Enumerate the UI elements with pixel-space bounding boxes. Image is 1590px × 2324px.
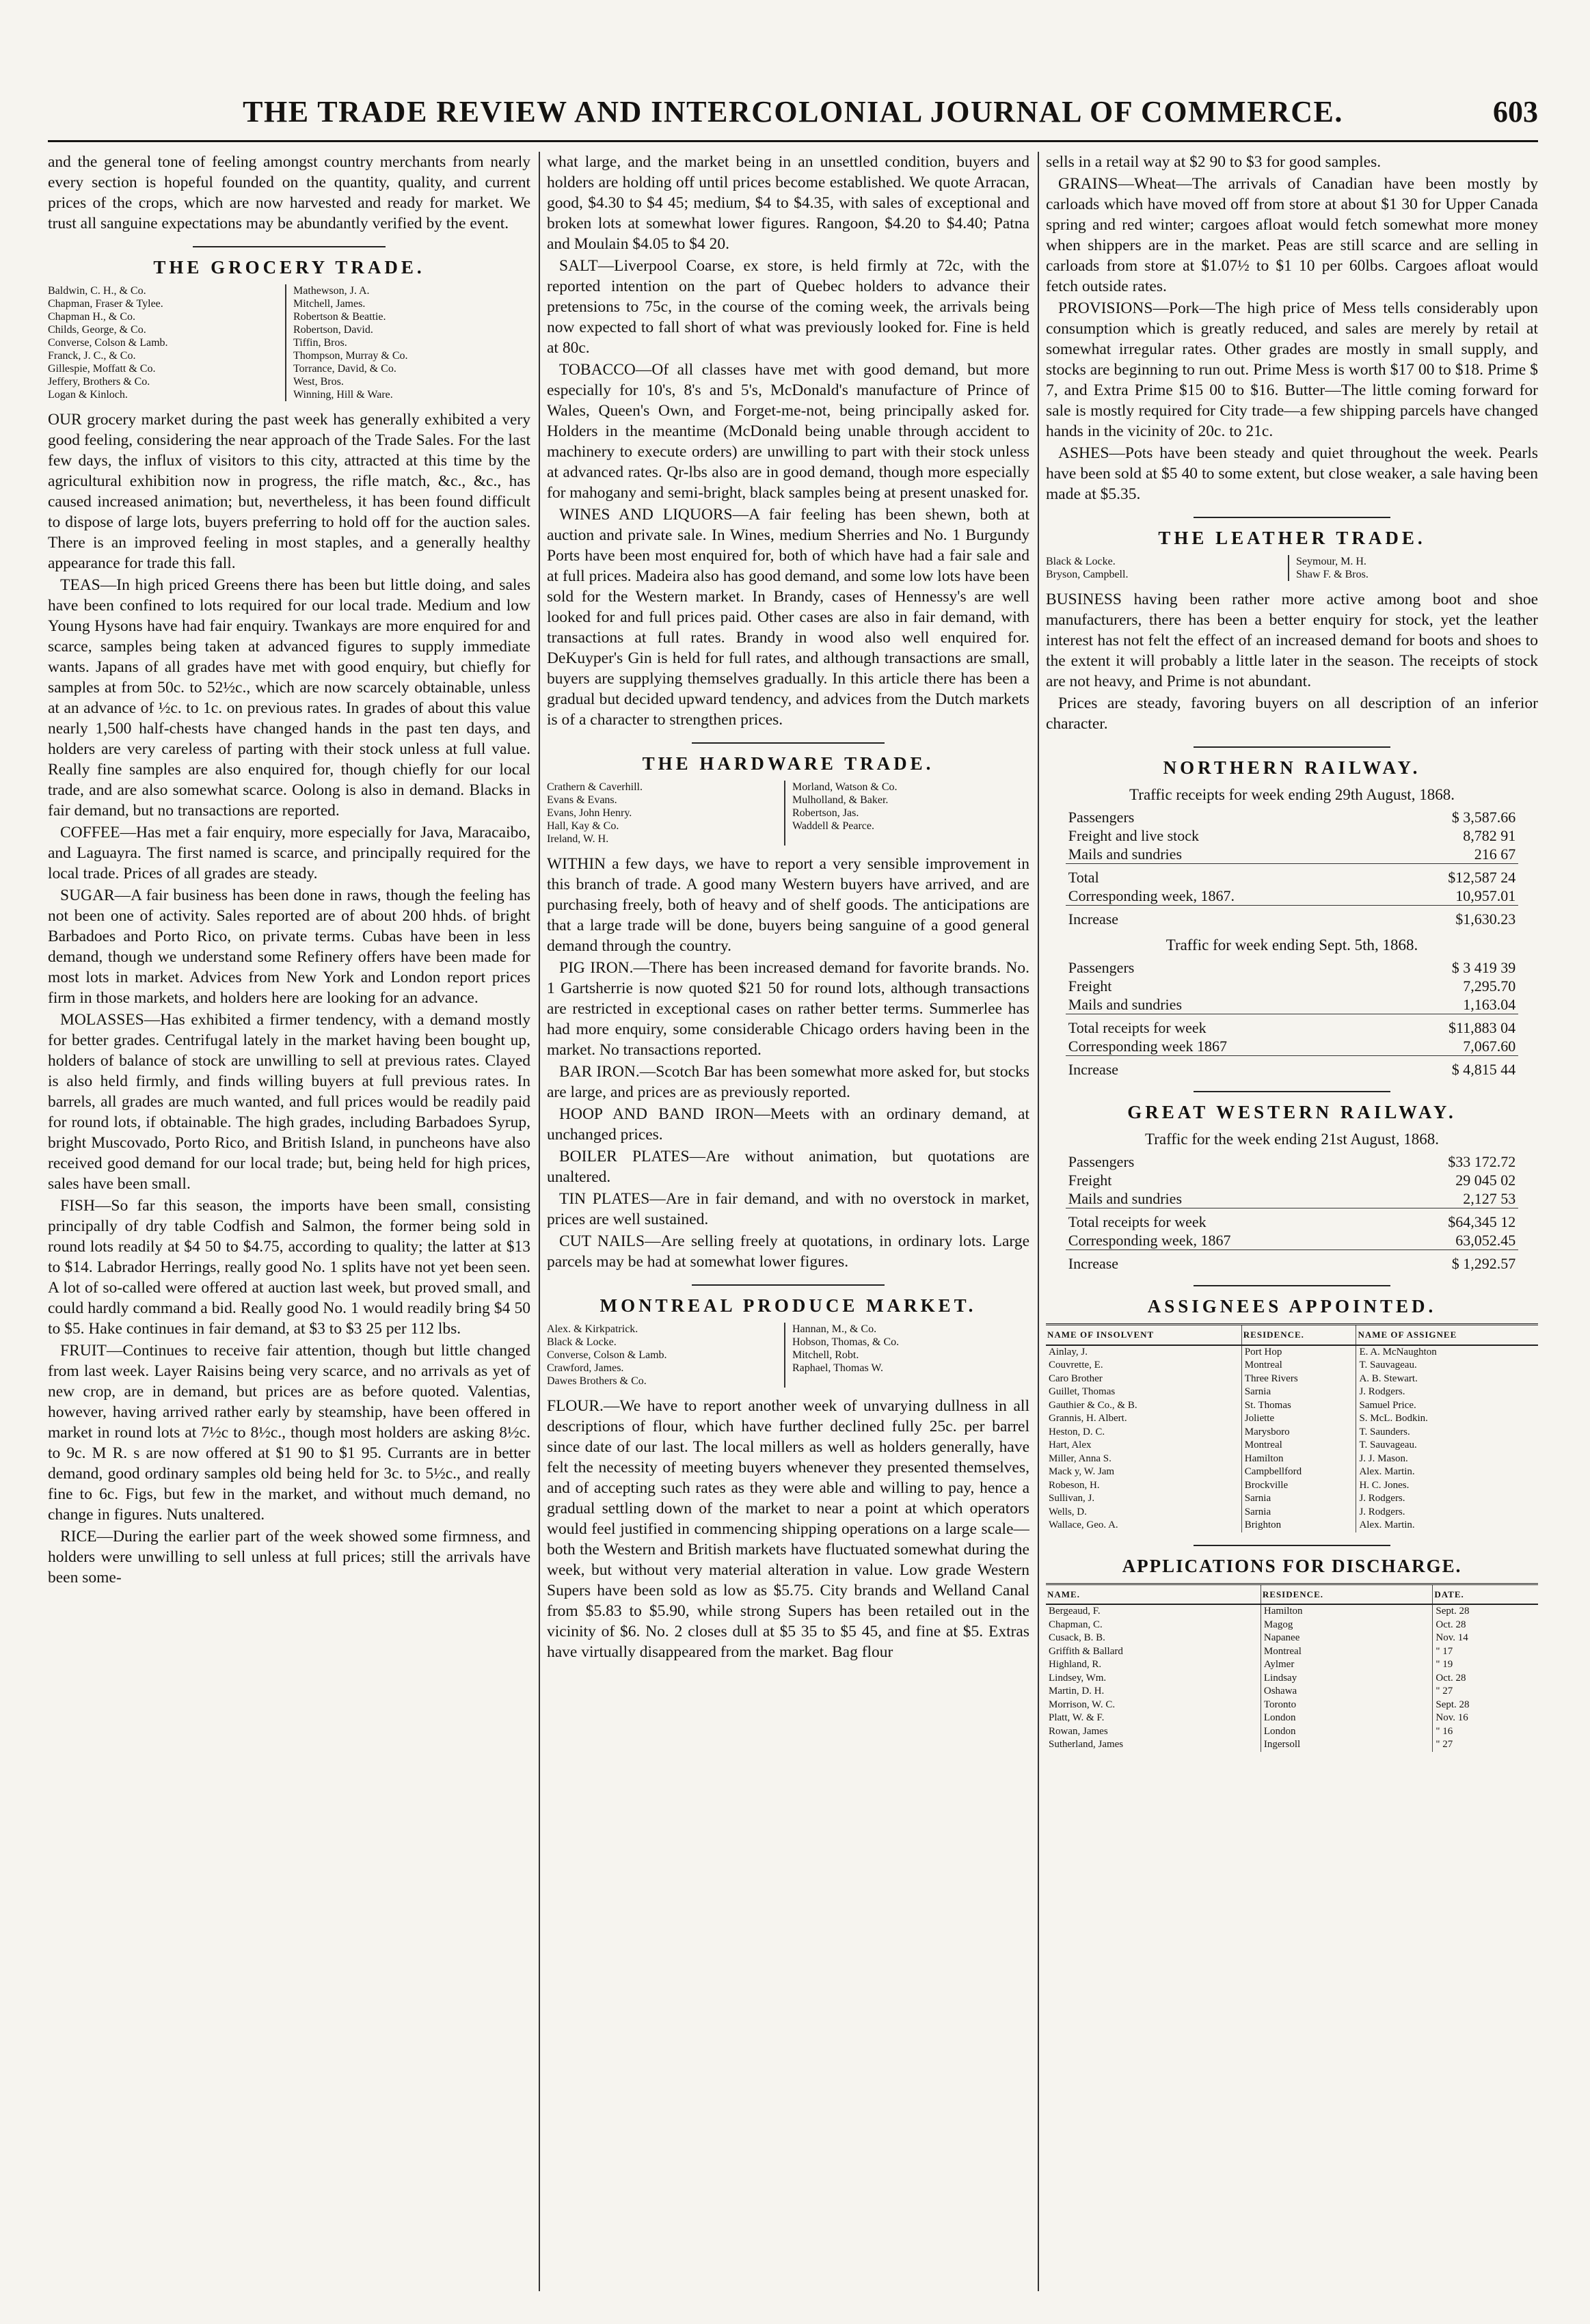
table-cell: " 27 — [1436, 1686, 1453, 1697]
firm-name: Franck, J. C., & Co. — [48, 350, 136, 362]
section-divider — [1194, 1285, 1390, 1286]
table-row: Freight 29 045 02 — [1068, 1172, 1516, 1189]
table-cell: Highland, R. — [1046, 1658, 1261, 1672]
page-number: 603 — [1493, 95, 1538, 129]
section-divider — [1194, 1091, 1390, 1092]
table-cell: Hamilton — [1261, 1604, 1432, 1619]
intro-paragraph: and the general tone of feeling amongst country merchants from nearly every section is hopeful founded on the quantity, quality, and current prices of the crops, which are now harvested and ready for market. We trust all sanguine expectations may be abundantly verified by the event. — [48, 153, 530, 232]
produce-firms — [547, 1323, 1029, 1388]
hardware-firms-left — [547, 781, 784, 846]
table-cell: Aylmer — [1261, 1658, 1432, 1672]
table-cell: London — [1261, 1725, 1432, 1739]
leather-prices: Prices are steady, favoring buyers on all description of an inferior character. — [1046, 694, 1538, 733]
column-header: NAME OF INSOLVENT — [1046, 1325, 1241, 1345]
table-cell: " 19 — [1436, 1659, 1453, 1670]
table-cell: London — [1261, 1712, 1432, 1725]
grocery-sugar: SUGAR—A fair business has been done in raws, though the feeling has not been one of activity. Sales reported are of about 200 hhds. of bright Barbadoes and Porto Rico, on private terms. Cubas have been in less demand, though we understand some Refinery offers have been made for most lots in market. Advices from New York and London report prices firm in those markets, and holders here are looking for an advance. — [48, 887, 530, 1007]
firm-name: Alex. & Kirkpatrick. — [547, 1323, 638, 1335]
table-cell: J. Rodgers. — [1359, 1386, 1405, 1397]
firm-name: Childs, George, & Co. — [48, 324, 146, 336]
table-cell: Cusack, B. B. — [1046, 1632, 1261, 1645]
table-row — [1046, 1492, 1538, 1506]
table-cell: S. McL. Bodkin. — [1359, 1413, 1428, 1424]
great-western-title: Traffic for the week ending 21st August, 1868. — [1145, 1131, 1439, 1148]
hardware-hoop-iron: HOOP AND BAND IRON—Meets with an ordinary demand, at unchanged prices. — [547, 1105, 1029, 1144]
grains-paragraph: GRAINS—Wheat—The arrivals of Canadian have been mostly by carloads which have moved off from store at about $1 30 for Upper Canada spring and red winter; cargoes afloat would fetch somewhat more money when shippers are in the market. Peas are still scarce and are selling in carloads from store at $1.07½ to $1 10 per 60lbs. Cargoes afloat would fetch outside rates. — [1046, 175, 1538, 295]
total-row: Total $12,587 24 — [1066, 864, 1518, 887]
firm-name: Bryson, Campbell. — [1046, 569, 1129, 580]
table-row — [1046, 1645, 1538, 1659]
firm-name: Crathern & Caverhill. — [547, 781, 643, 793]
firm-name: Evans & Evans. — [547, 794, 617, 806]
increase-row: Increase $1,630.23 — [1066, 906, 1518, 929]
firm-name: West, Bros. — [293, 376, 344, 388]
leather-firms — [1046, 555, 1538, 581]
table-cell: Couvrette, E. — [1046, 1359, 1241, 1373]
table-row — [1046, 1632, 1538, 1645]
table-cell: St. Thomas — [1241, 1399, 1356, 1413]
leather-firms-left — [1046, 555, 1288, 581]
table-row: Passengers $ 3 419 39 — [1068, 959, 1516, 976]
table-cell: " 16 — [1436, 1725, 1453, 1737]
grocery-teas: TEAS—In high priced Greens there has been but little doing, and sales have been confined to lots required for our local trade. Medium and low Young Hysons have had fair enquiry. Twankays are more enquired for and scarce, samples being taken at advanced figures to supply immediate wants. Japans of all grades have met with good enquiry, but chiefly for samples at from 50c. to 52½c., which are now scarcely obtainable, unless at an advance of ½c. to 1c. on previous rates. In grades of about this value nearly 1,500 half-chests have changed hands in the past ten days, and holders are very careless of parting with their stock unless at full value. Really fine samples are also enquired for, though chiefly for our local trade, and are also somewhat scarce. Oolong is also in demand. Blacks in fair demand, but no transactions are reported. — [48, 576, 530, 820]
table-cell: J. J. Mason. — [1359, 1452, 1408, 1464]
corresponding-row: Corresponding week 1867 7,067.60 — [1068, 1038, 1516, 1055]
table-cell: E. A. McNaughton — [1359, 1346, 1437, 1357]
section-divider — [1194, 517, 1390, 518]
table-row — [1046, 1452, 1538, 1466]
table-row — [1046, 1738, 1538, 1752]
page-header — [48, 81, 1538, 142]
table-cell: T. Sauvageau. — [1359, 1440, 1417, 1450]
grocery-fruit: FRUIT—Continues to receive fair attention, though but little changed from last week. Layer Raisins being very scarce, and no arrivals as yet of new crop, are in demand, but prices are as before quoted. Valentias, however, having arrived rather early by steamship, have been offered in market in round lots at 7½c to 8½c., though most holders are asking 8½c. to 9c. M R. s are now offered at $1 90 to $1 95. Currants are in better demand, good ordinary samples old being held for 3c. to 5½c., and really fine to 6c. Figs, but few in the market, and without much demand, no change in figures. Nuts unaltered. — [48, 1342, 530, 1524]
hardware-pig-iron: PIG IRON.—There has been increased demand for favorite brands. No. 1 Gartsherrie is now quoted $21 50 for round lots, although transactions are restricted in exceptional cases on rather better terms. Summerlee has had more enquiry, some considerable Chicago orders having been in the market. No transactions reported. — [547, 959, 1029, 1059]
table-row — [1046, 1412, 1538, 1426]
table-row — [1046, 1345, 1538, 1360]
table-cell: Caro Brother — [1046, 1373, 1241, 1386]
grocery-coffee: COFFEE—Has met a fair enquiry, more especially for Java, Maracaibo, and Laguayra. The first named is scarce, and principally required for the local trade. Prices of all grades are steady. — [48, 824, 530, 882]
produce-firms-right — [784, 1323, 1029, 1388]
great-western-heading: GREAT WESTERN RAILWAY. — [1127, 1102, 1457, 1122]
grocery-fish: FISH—So far this season, the imports have been small, consisting principally of dry table Codfish and Salmon, the former being sold in round lots readily at $4 50 to $4.75, according to quality; the latter at $13 to $14. Labrador Herrings, really good No. 1 splits have not yet been seen. A lot of so-called were offered at auction last week, but proved small, and could hardly command a bid. Really good No. 1 would readily bring $4 50 to $5. Hake continues in fair demand, at $3 to $3 25 per 112 lbs. — [48, 1197, 530, 1338]
table-cell: Martin, D. H. — [1046, 1685, 1261, 1699]
firm-name: Raphael, Thomas W. — [792, 1362, 884, 1374]
hardware-boiler-plates: BOILER PLATES—Are without animation, but quotations are unaltered. — [547, 1148, 1029, 1186]
table-row: Mails and sundries 216 67 — [1068, 846, 1516, 863]
firm-name: Converse, Colson & Lamb. — [48, 337, 168, 349]
ashes-paragraph: ASHES—Pots have been steady and quiet throughout the week. Pearls have been sold at $5 40 to some extent, but close weaker, a sale having been made at $5.35. — [1046, 444, 1538, 503]
great-western-table — [1066, 1152, 1518, 1273]
table-cell: Wells, D. — [1046, 1506, 1241, 1519]
firm-name: Waddell & Pearce. — [792, 820, 874, 832]
table-row: Passengers $ 3,587.66 — [1068, 809, 1516, 826]
table-cell: T. Sauvageau. — [1359, 1360, 1417, 1370]
table-cell: Robeson, H. — [1046, 1479, 1241, 1493]
grocery-firms — [48, 284, 530, 401]
table-cell: Marysboro — [1241, 1426, 1356, 1440]
section-divider — [193, 246, 386, 247]
hardware-heading: THE HARDWARE TRADE. — [642, 753, 934, 774]
table-cell: Lindsay — [1261, 1672, 1432, 1686]
produce-firms-left — [547, 1323, 784, 1388]
table-cell: Grannis, H. Albert. — [1046, 1412, 1241, 1426]
table-cell: Napanee — [1261, 1632, 1432, 1645]
table-cell: Gauthier & Co., & B. — [1046, 1399, 1241, 1413]
firm-name: Hobson, Thomas, & Co. — [792, 1336, 900, 1348]
table-cell: Joliette — [1241, 1412, 1356, 1426]
table-cell: Alex. Martin. — [1359, 1466, 1415, 1477]
northern-week1-title: Traffic receipts for week ending 29th August, 1868. — [1129, 786, 1455, 803]
table-cell: Brighton — [1241, 1519, 1356, 1532]
table-cell: Sarnia — [1241, 1386, 1356, 1399]
total-row: Total receipts for week $11,883 04 — [1066, 1014, 1518, 1038]
table-cell: H. C. Jones. — [1359, 1479, 1410, 1491]
firm-name: Thompson, Murray & Co. — [293, 350, 408, 362]
table-cell: Nov. 16 — [1436, 1712, 1468, 1723]
firm-name: Hall, Kay & Co. — [547, 820, 619, 832]
table-cell: Sarnia — [1241, 1492, 1356, 1506]
table-cell: T. Saunders. — [1359, 1426, 1410, 1437]
firm-name: Jeffery, Brothers & Co. — [48, 376, 150, 388]
grocery-heading: THE GROCERY TRADE. — [153, 257, 425, 278]
firm-name: Black & Locke. — [1046, 556, 1116, 567]
firm-name: Seymour, M. H. — [1296, 556, 1366, 567]
table-cell: Samuel Price. — [1359, 1399, 1416, 1411]
table-row — [1046, 1359, 1538, 1373]
firm-name: Crawford, James. — [547, 1362, 624, 1374]
hardware-bar-iron: BAR IRON.—Scotch Bar has been somewhat more asked for, but stocks are large, and prices are as previously reported. — [547, 1063, 1029, 1101]
table-row — [1046, 1658, 1538, 1672]
table-row — [1046, 1519, 1538, 1532]
table-row — [1046, 1426, 1538, 1440]
table-header-row — [1046, 1325, 1538, 1345]
table-row — [1046, 1386, 1538, 1399]
hardware-lead: WITHIN a few days, we have to report a very sensible improvement in this branch of trade. A good many Western buyers have arrived, and are purchasing freely, both of heavy and of shelf goods. The anticipations are that a large trade will be done, buyers being sanguine of a good general demand through the country. — [547, 855, 1029, 955]
firm-name: Shaw F. & Bros. — [1296, 569, 1369, 580]
column-header: RESIDENCE. — [1261, 1584, 1432, 1604]
table-row — [1046, 1506, 1538, 1519]
corresponding-row: Corresponding week, 1867 63,052.45 — [1068, 1232, 1516, 1249]
column-header: DATE. — [1433, 1584, 1538, 1604]
total-row: Total receipts for week $64,345 12 — [1066, 1208, 1518, 1232]
table-cell: Alex. Martin. — [1359, 1519, 1415, 1530]
table-row — [1046, 1373, 1538, 1386]
table-cell: Mack y, W. Jam — [1046, 1465, 1241, 1479]
table-cell: Sept. 28 — [1436, 1606, 1470, 1617]
table-row — [1046, 1685, 1538, 1699]
table-row — [1046, 1604, 1538, 1619]
table-row: Mails and sundries 2,127 53 — [1068, 1190, 1516, 1207]
hardware-tin-plates: TIN PLATES—Are in fair demand, and with no overstock in market, prices are well sustained. — [547, 1190, 1029, 1228]
firm-name: Black & Locke. — [547, 1336, 617, 1348]
table-cell: Platt, W. & F. — [1046, 1712, 1261, 1725]
table-cell: Three Rivers — [1241, 1373, 1356, 1386]
table-row — [1046, 1712, 1538, 1725]
table-cell: Port Hop — [1241, 1345, 1356, 1360]
table-cell: Wallace, Geo. A. — [1046, 1519, 1241, 1532]
firm-name: Mulholland, & Baker. — [792, 794, 889, 806]
table-cell: Oshawa — [1261, 1685, 1432, 1699]
produce-flour: FLOUR.—We have to report another week of unvarying dullness in all descriptions of flour, which have further declined fully 25c. per barrel since date of our last. The local millers as well as holders generally, have felt the necessity of meeting buyers whenever they presented themselves, and of accepting such rates as they were able and willing to pay, hence a gradual settling down of the market to near a point at which operators would feel justified in commencing shipping operations on a large scale—both the Western and British markets have fluctuated somewhat during the week, but without very material alteration in value. Low grade Western Supers have been sold as low as $5.75. City brands and Welland Canal from $5.83 to $5.90, while strong Supers has been retailed out in the vicinity of $6. No. 2 closes dull at $5 35 to $5 45, and fine at $5. Extras have virtually disappeared from the market. Bag flour — [547, 1397, 1029, 1661]
discharge-table — [1046, 1583, 1538, 1752]
hardware-firms-right — [784, 781, 1029, 846]
northern-week1-table — [1066, 808, 1518, 928]
journal-title: THE TRADE REVIEW AND INTERCOLONIAL JOURNAL OF COMMERCE. — [243, 95, 1343, 129]
discharge-heading: APPLICATIONS FOR DISCHARGE. — [1122, 1555, 1462, 1576]
grocery-molasses: MOLASSES—Has exhibited a firmer tendency, with a demand mostly for better grades. Centrifugal lately in the market having been bought up, holders of balance of stock are unwilling to sell at previous rates. Clayed is also held firmly, and finds willing buyers at full previous rates. In barrels, all grades are much wanted, and full prices would be readily paid for round lots, if obtainable. The high grades, including Barbadoes Syrup, bright Muscovado, Porto Rico, and British Island, in puncheons have also received good demand for our local trade; but, being held for high prices, sales have been small. — [48, 1011, 530, 1193]
table-row: Mails and sundries 1,163.04 — [1068, 996, 1516, 1013]
leather-lead: BUSINESS having been rather more active among boot and shoe manufacturers, there has been a better enquiry for stock, yet the leather interest has not felt the effect of an increased demand for boots and shoes to the extent it will probably a little later in the season. The receipts of stock are not heavy, and Prime is not abundant. — [1046, 591, 1538, 690]
table-cell: " 17 — [1436, 1645, 1453, 1657]
table-cell: Chapman, C. — [1046, 1619, 1261, 1632]
wines-paragraph: WINES AND LIQUORS—A fair feeling has been shewn, both at auction and private sale. In Wines, medium Sherries and No. 1 Burgundy Ports have been most enquired for, both of which have had a fair sale and at full prices. Madeira also has good demand, and some low lots have been sold for the Western market. In Brandy, cases of Hennessy's are well looked for and full prices paid. Other cases are also in fair demand, with transactions at full rates. Brandy in wood also well enquired for. DeKuyper's Gin is held for full rates, and although transactions are small, buyers are supplying themselves gradually. In this article there has been a gradual but decided upward tendency, and advices from the Dutch markets is of a character to strengthen prices. — [547, 506, 1029, 729]
corresponding-row: Corresponding week, 1867. 10,957.01 — [1068, 887, 1516, 904]
table-cell: Rowan, James — [1046, 1725, 1261, 1739]
table-cell: Sarnia — [1241, 1506, 1356, 1519]
table-cell: Oct. 28 — [1436, 1619, 1466, 1630]
table-cell: Heston, D. C. — [1046, 1426, 1241, 1440]
leather-firms-right — [1288, 555, 1538, 581]
column-header: NAME OF ASSIGNEE — [1356, 1325, 1538, 1345]
firm-name: Mitchell, James. — [293, 298, 366, 310]
column-rule-2 — [1038, 152, 1039, 2291]
table-row: Freight and live stock 8,782 91 — [1068, 827, 1516, 844]
table-cell: Lindsey, Wm. — [1046, 1672, 1261, 1686]
table-row: Passengers $33 172.72 — [1068, 1153, 1516, 1170]
hardware-cut-nails: CUT NAILS—Are selling freely at quotations, in ordinary lots. Large parcels may be had at somewhat lower figures. — [547, 1232, 1029, 1271]
northern-heading: NORTHERN RAILWAY. — [1163, 757, 1421, 778]
column-1 — [48, 152, 530, 2291]
salt-paragraph: SALT—Liverpool Coarse, ex store, is held firmly at 72c, with the reported intention on the part of Quebec holders to advance their pretensions to 75c, in the course of the coming week, the arrivals being now expected to fall short of what was previously looked for. Fine is held at 80c. — [547, 257, 1029, 357]
table-cell: Brockville — [1241, 1479, 1356, 1493]
table-cell: Guillet, Thomas — [1046, 1386, 1241, 1399]
provisions-paragraph: PROVISIONS—Pork—The high price of Mess tells considerably upon consumption which is greatly reduced, and sales are merely by retail at somewhat irregular rates. Other grades are mostly in small supply, and stocks are beginning to run out. Prime Mess is worth $17 00 to $18. Prime $ 7, and Extra Prime $15 00 to $16. Butter—The little coming forward for sale is mostly required for City trade—a few shipping parcels have changed hands in the vicinity of 20c. to 21c. — [1046, 299, 1538, 440]
bag-flour-continued: sells in a retail way at $2 90 to $3 for good samples. — [1046, 153, 1382, 171]
table-cell: Magog — [1261, 1619, 1432, 1632]
table-header-row — [1046, 1584, 1538, 1604]
table-cell: Hamilton — [1241, 1452, 1356, 1466]
firm-name: Robertson, David. — [293, 324, 373, 336]
firm-name: Mathewson, J. A. — [293, 285, 370, 297]
table-cell: Sullivan, J. — [1046, 1492, 1241, 1506]
section-divider — [1194, 746, 1390, 748]
firm-name: Baldwin, C. H., & Co. — [48, 285, 146, 297]
table-cell: Sept. 28 — [1436, 1699, 1470, 1710]
table-cell: J. Rodgers. — [1359, 1493, 1405, 1504]
hardware-firms — [547, 781, 1029, 846]
table-cell: Hart, Alex — [1046, 1439, 1241, 1452]
table-cell: Griffith & Ballard — [1046, 1645, 1261, 1659]
table-row: Freight 7,295.70 — [1068, 977, 1516, 995]
firm-name: Torrance, David, & Co. — [293, 363, 396, 375]
grocery-rice: RICE—During the earlier part of the week showed some firmness, and holders were unwilling to sell unless at full prices; still the arrivals have been some- — [48, 1528, 530, 1586]
tobacco-paragraph: TOBACCO—Of all classes have met with good demand, but more especially for 10's, 8's and 5's, McDonald's manufacture of Prince of Wales, Queen's Own, and Forget-me-not, being principally asked for. Holders in the meantime (McDonald being unable through accident to machinery to execute orders) are unwilling to part with their stock unless at advanced rates. Qr-lbs also are in good demand, though more especially for mahogany and semi-bright, black samples being at present unasked for. — [547, 361, 1029, 502]
table-cell: Sutherland, James — [1046, 1738, 1261, 1752]
table-row — [1046, 1619, 1538, 1632]
firm-name: Tiffin, Bros. — [293, 337, 347, 349]
firm-name: Chapman, Fraser & Tylee. — [48, 298, 163, 310]
firm-name: Converse, Colson & Lamb. — [547, 1349, 667, 1361]
table-row — [1046, 1672, 1538, 1686]
column-3 — [1046, 152, 1538, 2291]
rice-continued: what large, and the market being in an unsettled condition, buyers and holders are holding off until prices become established. We quote Arracan, good, $4.30 to $4 45; medium, $4 to $4.35, with sales of exceptional and broken lots at somewhat lower figures. Rangoon, $4.20 to $4.40; Patna and Moulain $4.05 to $4 20. — [547, 153, 1029, 253]
grocery-firms-right — [285, 284, 530, 401]
firm-name: Logan & Kinloch. — [48, 389, 128, 401]
firm-name: Mitchell, Robt. — [792, 1349, 859, 1361]
column-header: RESIDENCE. — [1241, 1325, 1356, 1345]
firm-name: Evans, John Henry. — [547, 807, 632, 819]
section-divider — [692, 742, 885, 744]
grocery-lead: OUR grocery market during the past week has generally exhibited a very good feeling, considering the near approach of the Trade Sales. For the last few days, the influx of visitors to this city, attracted at this time by the agricultural exhibition now in progress, the rifle match, &c., &c., has caused increased animation; but, nevertheless, it has been found difficult to dispose of large lots, buyers preferring to hold off for the auction sales. There is an improved feeling in most staples, and a generally healthy appearance for trade this fall. — [48, 411, 530, 572]
assignees-heading: ASSIGNEES APPOINTED. — [1147, 1296, 1437, 1316]
firm-name: Morland, Watson & Co. — [792, 781, 898, 793]
increase-row: Increase $ 4,815 44 — [1066, 1056, 1518, 1079]
table-cell: J. Rodgers. — [1359, 1506, 1405, 1517]
table-row — [1046, 1465, 1538, 1479]
table-cell: Nov. 14 — [1436, 1632, 1468, 1643]
table-row — [1046, 1479, 1538, 1493]
table-cell: Morrison, W. C. — [1046, 1699, 1261, 1712]
northern-week2-title: Traffic for week ending Sept. 5th, 1868. — [1165, 936, 1418, 954]
table-cell: Montreal — [1241, 1439, 1356, 1452]
table-row — [1046, 1399, 1538, 1413]
table-cell: Ingersoll — [1261, 1738, 1432, 1752]
column-2 — [547, 152, 1029, 2291]
leather-heading: THE LEATHER TRADE. — [1158, 528, 1426, 548]
table-cell: A. B. Stewart. — [1359, 1373, 1418, 1384]
table-cell: Miller, Anna S. — [1046, 1452, 1241, 1466]
column-rule-1 — [539, 152, 540, 2291]
table-cell: Montreal — [1261, 1645, 1432, 1659]
firm-name: Hannan, M., & Co. — [792, 1323, 877, 1335]
firm-name: Winning, Hill & Ware. — [293, 389, 393, 401]
table-row — [1046, 1725, 1538, 1739]
firm-name: Robertson & Beattie. — [293, 311, 386, 323]
northern-week2-table — [1066, 958, 1518, 1079]
section-divider — [1194, 1545, 1390, 1546]
table-cell: Montreal — [1241, 1359, 1356, 1373]
table-cell: Bergeaud, F. — [1046, 1604, 1261, 1619]
table-cell: Campbellford — [1241, 1465, 1356, 1479]
firm-name: Ireland, W. H. — [547, 833, 609, 845]
grocery-firms-left — [48, 284, 285, 401]
assignees-table — [1046, 1323, 1538, 1532]
column-header: NAME. — [1046, 1584, 1261, 1604]
table-cell: Oct. 28 — [1436, 1672, 1466, 1684]
table-cell: " 27 — [1436, 1739, 1453, 1750]
produce-heading: MONTREAL PRODUCE MARKET. — [599, 1295, 977, 1316]
section-divider — [692, 1284, 885, 1286]
table-cell: Toronto — [1261, 1699, 1432, 1712]
firm-name: Robertson, Jas. — [792, 807, 859, 819]
table-cell: Ainlay, J. — [1046, 1345, 1241, 1360]
firm-name: Gillespie, Moffatt & Co. — [48, 363, 156, 375]
firm-name: Chapman H., & Co. — [48, 311, 135, 323]
table-row — [1046, 1439, 1538, 1452]
table-row — [1046, 1699, 1538, 1712]
firm-name: Dawes Brothers & Co. — [547, 1375, 647, 1387]
increase-row: Increase $ 1,292.57 — [1066, 1250, 1518, 1273]
